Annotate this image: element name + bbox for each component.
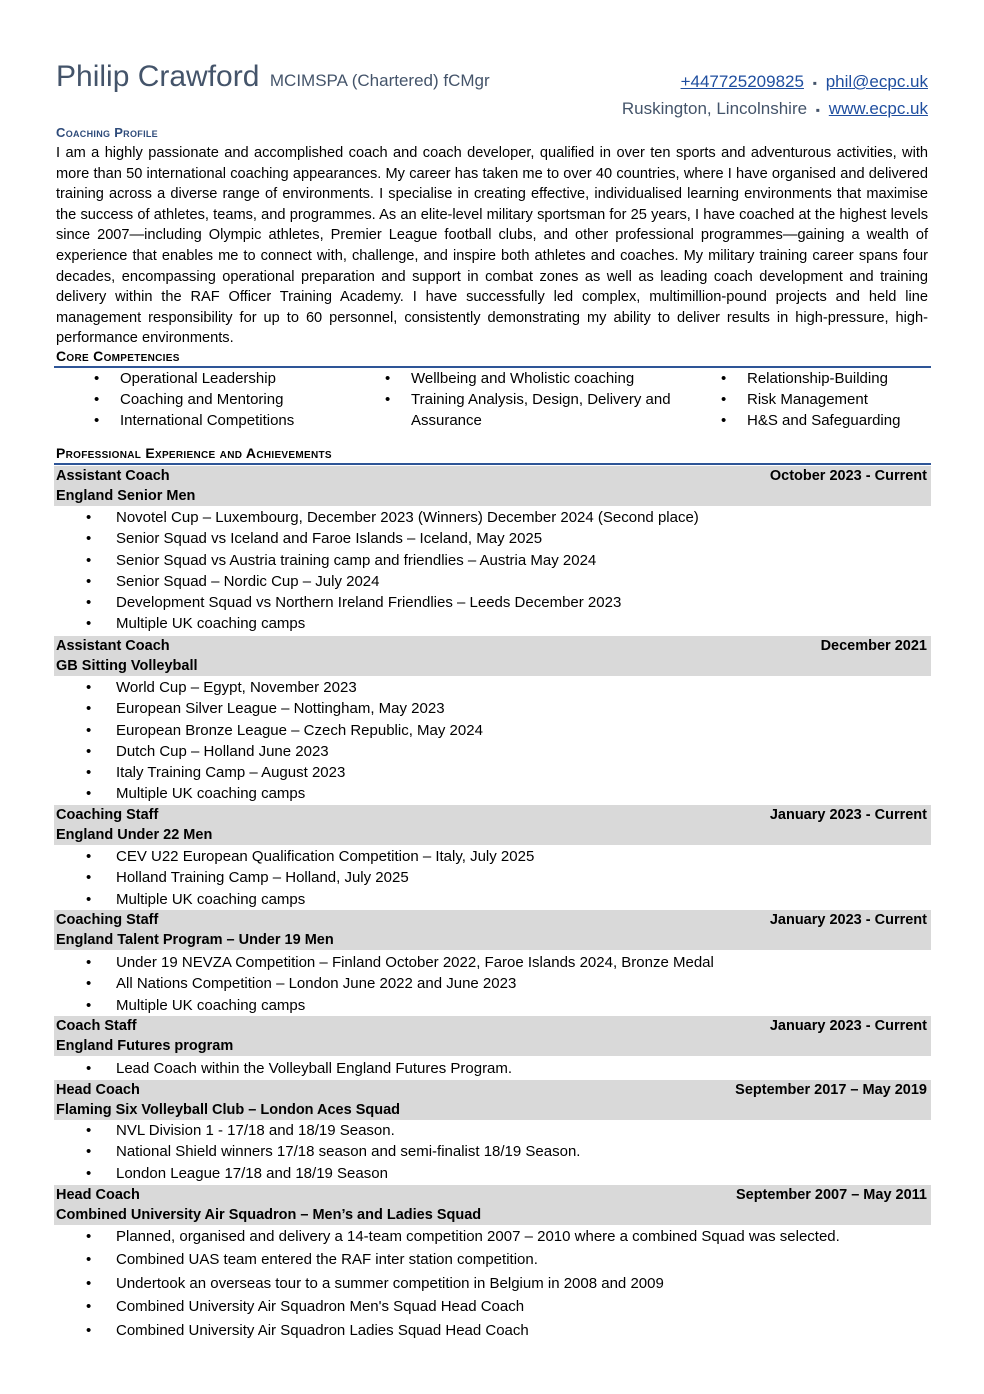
list-item: • World Cup – Egypt, November 2023 bbox=[86, 677, 483, 698]
competency-item: • Relationship-Building bbox=[717, 368, 937, 389]
profile-text: I am a highly passionate and accomplished coach and coach developer, qualified in over ten sports and adventurous activities, with more than 50 international coaching appearances. My career has taken me to over 40 countries, where I have organised and delivered training across a diverse range of environments. I specialise in creating effective, individualised learning environments that maximise the success of athletes, teams, and programmes. As an elite-level military sportsman for 25 years, I have coached at the highest levels since 2007—including Olympic athletes, Premier League football clubs, and other professional programmes—gaining a wealth of experience that enables me to connect with, challenge, and inspire both athletes and coaches. My military training career spans four decades, encompassing operational preparation and support in combat zones as well as leading coach development and training delivery within the RAF Officer Training Academy. I have successfully led complex, multimillion-pound projects and held line management responsibility for up to 60 personnel, consistently demonstrating my ability to deliver results in high-pressure, high-performance environments. bbox=[56, 145, 928, 347]
contact-line-1 bbox=[681, 72, 928, 92]
separator-icon: ▪ bbox=[815, 103, 821, 117]
job-bullets bbox=[86, 1120, 580, 1184]
list-item: • Combined University Air Squadron Men's Squad Head Coach bbox=[86, 1295, 840, 1318]
job-header bbox=[54, 1080, 931, 1120]
email-link[interactable]: phil@ecpc.uk bbox=[825, 72, 928, 91]
job-header bbox=[54, 1185, 931, 1225]
job-date: September 2007 – May 2011 bbox=[735, 1187, 927, 1203]
job-role: Head Coach bbox=[56, 1187, 140, 1203]
list-item: • National Shield winners 17/18 season and semi-finalist 18/19 Season. bbox=[86, 1141, 580, 1162]
list-item: • Combined University Air Squadron Ladies Squad Head Coach bbox=[86, 1319, 840, 1342]
job-organisation: England Senior Men bbox=[56, 488, 196, 504]
list-item: • Undertook an overseas tour to a summer competition in Belgium in 2008 and 2009 bbox=[86, 1272, 840, 1295]
competency-item: • Wellbeing and Wholistic coaching bbox=[381, 368, 681, 389]
job-organisation: England Futures program bbox=[56, 1038, 234, 1054]
list-item: • Senior Squad vs Iceland and Faroe Islands – Iceland, May 2025 bbox=[86, 528, 699, 549]
job-bullets bbox=[86, 507, 699, 635]
list-item: • Combined UAS team entered the RAF inter station competition. bbox=[86, 1248, 840, 1271]
location: Ruskington, Lincolnshire bbox=[621, 99, 808, 118]
job-header bbox=[54, 805, 931, 845]
competencies-heading: Core Competencies bbox=[56, 348, 180, 364]
competency-item: • H&S and Safeguarding bbox=[717, 410, 937, 431]
list-item: • Development Squad vs Northern Ireland Friendlies – Leeds December 2023 bbox=[86, 592, 699, 613]
list-item: • CEV U22 European Qualification Competition – Italy, July 2025 bbox=[86, 846, 534, 867]
job-organisation: GB Sitting Volleyball bbox=[56, 658, 198, 674]
job-date: September 2017 – May 2019 bbox=[735, 1082, 927, 1098]
job-role: Coaching Staff bbox=[56, 912, 159, 928]
job-role: Assistant Coach bbox=[56, 638, 170, 654]
list-item: • European Silver League – Nottingham, May 2023 bbox=[86, 698, 483, 719]
list-item: • Lead Coach within the Volleyball England Futures Program. bbox=[86, 1058, 512, 1079]
list-item: • Dutch Cup – Holland June 2023 bbox=[86, 741, 483, 762]
job-bullets bbox=[86, 846, 534, 910]
list-item: • NVL Division 1 - 17/18 and 18/19 Season. bbox=[86, 1120, 580, 1141]
job-organisation: Combined University Air Squadron – Men’s and Ladies Squad bbox=[56, 1207, 482, 1223]
job-bullets bbox=[86, 952, 714, 1016]
job-date: December 2021 bbox=[820, 638, 927, 654]
job-date: January 2023 - Current bbox=[769, 1018, 927, 1034]
job-header bbox=[54, 636, 931, 676]
list-item: • Multiple UK coaching camps bbox=[86, 613, 699, 634]
list-item: • European Bronze League – Czech Republic, May 2024 bbox=[86, 720, 483, 741]
competency-item: • Training Analysis, Design, Delivery and Assurance bbox=[381, 389, 681, 431]
list-item: • Novotel Cup – Luxembourg, December 2023 (Winners) December 2024 (Second place) bbox=[86, 507, 699, 528]
phone-link[interactable]: +447725209825 bbox=[680, 72, 804, 91]
job-role: Coach Staff bbox=[56, 1018, 137, 1034]
list-item: • Holland Training Camp – Holland, July 2025 bbox=[86, 867, 534, 888]
section-divider bbox=[54, 463, 931, 465]
website-link[interactable]: www.ecpc.uk bbox=[828, 99, 928, 118]
job-bullets bbox=[86, 1058, 512, 1079]
list-item: • Multiple UK coaching camps bbox=[86, 995, 714, 1016]
job-date: January 2023 - Current bbox=[769, 912, 927, 928]
job-header bbox=[54, 466, 931, 506]
competency-item: • Coaching and Mentoring bbox=[90, 389, 350, 410]
contact-line-2 bbox=[622, 99, 928, 119]
job-date: January 2023 - Current bbox=[769, 807, 927, 823]
list-item: • Senior Squad – Nordic Cup – July 2024 bbox=[86, 571, 699, 592]
job-header bbox=[54, 910, 931, 950]
competencies-col-1 bbox=[90, 368, 350, 431]
list-item: • Multiple UK coaching camps bbox=[86, 889, 534, 910]
job-date: October 2023 - Current bbox=[769, 468, 927, 484]
list-item: • Under 19 NEVZA Competition – Finland October 2022, Faroe Islands 2024, Bronze Medal bbox=[86, 952, 714, 973]
job-role: Head Coach bbox=[56, 1082, 140, 1098]
list-item: • London League 17/18 and 18/19 Season bbox=[86, 1163, 580, 1184]
name-line bbox=[56, 60, 490, 94]
job-organisation: England Under 22 Men bbox=[56, 827, 213, 843]
job-role: Assistant Coach bbox=[56, 468, 170, 484]
competency-item: • Risk Management bbox=[717, 389, 937, 410]
competency-item: • International Competitions bbox=[90, 410, 350, 431]
list-item: • Italy Training Camp – August 2023 bbox=[86, 762, 483, 783]
list-item: • Senior Squad vs Austria training camp and friendlies – Austria May 2024 bbox=[86, 550, 699, 571]
separator-icon: ▪ bbox=[812, 76, 817, 90]
competencies-col-3 bbox=[717, 368, 937, 431]
list-item: • Planned, organised and delivery a 14-team competition 2007 – 2010 where a combined Squad was selected. bbox=[86, 1225, 840, 1248]
competency-item: • Operational Leadership bbox=[90, 368, 350, 389]
list-item: • Multiple UK coaching camps bbox=[86, 783, 483, 804]
credentials: MCIMSPA (Chartered) fCMgr bbox=[269, 71, 490, 90]
experience-heading: Professional Experience and Achievements bbox=[56, 445, 332, 461]
profile-heading: Coaching Profile bbox=[56, 125, 158, 140]
job-organisation: England Talent Program – Under 19 Men bbox=[56, 932, 334, 948]
list-item: • All Nations Competition – London June 2022 and June 2023 bbox=[86, 973, 714, 994]
job-bullets bbox=[86, 1225, 840, 1342]
job-organisation: Flaming Six Volleyball Club – London Aces Squad bbox=[56, 1102, 401, 1118]
job-role: Coaching Staff bbox=[56, 807, 159, 823]
job-bullets bbox=[86, 677, 483, 805]
job-header bbox=[54, 1016, 931, 1056]
person-name: Philip Crawford bbox=[56, 60, 260, 93]
competencies-col-2 bbox=[381, 368, 681, 431]
